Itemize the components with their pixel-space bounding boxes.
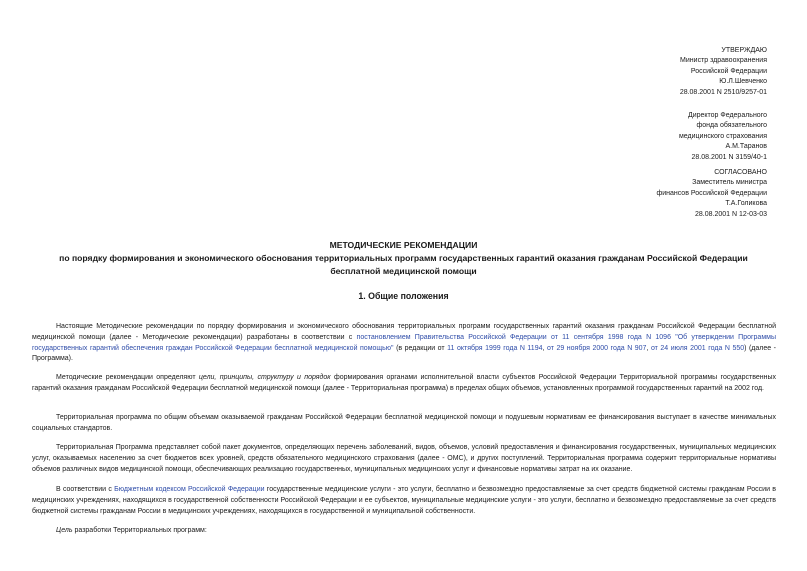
paragraph-text: (в редакции от xyxy=(393,344,448,352)
budget-code-link[interactable]: Бюджетным кодексом Российской Федерации xyxy=(114,486,265,493)
approval-line: Ю.Л.Шевченко xyxy=(719,78,767,86)
amendment-link[interactable]: 11 октября 1999 года N 1194 xyxy=(447,344,543,352)
approval-line: Директор Федерального xyxy=(687,112,767,119)
document-title xyxy=(0,239,807,278)
approval-line: Министр здравоохранения xyxy=(680,57,767,65)
paragraph-text: Методические рекомендации определяют xyxy=(56,374,199,381)
approval-line: 28.08.2001 N 3159/40-1 xyxy=(691,153,767,161)
approval-line: УТВЕРЖДАЮ xyxy=(721,47,767,54)
paragraph xyxy=(32,485,776,517)
paragraph: Территориальная Программа представляет собой пакет документов, определяющих перечень заболеваний, видов, объемов, условий предоставления и финансирования государственных, муниципальных медицинских услуг, оказываемых населению за счет бюджетов всех уровней, средств обязательного медицинского страхования (далее - ОМС), и других поступлений. Территориальная программа содержит территориальные нормативы объемов различных видов медицинской помощи, обеспечивающих реализацию государственных, муниципальных медицинских услуг и финансовые нормативы затрат на их оказание. xyxy=(32,444,776,473)
document-title-line: МЕТОДИЧЕСКИЕ РЕКОМЕНДАЦИИ xyxy=(329,240,478,250)
paragraph: Территориальная программа по общим объемам оказываемой гражданам Российской Федерации бесплатной медицинской помощи и подушевым нормативам ее финансирования выступает в качестве минимальных социальных стандартов. xyxy=(32,414,776,432)
approval-line: 28.08.2001 N 2510/9257-01 xyxy=(679,88,767,96)
approval-line: СОГЛАСОВАНО xyxy=(714,169,767,176)
paragraph-text: ) (далее - Программа). xyxy=(32,344,777,363)
approval-line: финансов Российской Федерации xyxy=(656,189,767,197)
approval-block-minister-health xyxy=(680,46,767,98)
approval-line: 28.08.2001 N 12-03-03 xyxy=(695,210,767,218)
emphasis-text: цели, принципы, структуру и порядок xyxy=(198,374,331,381)
approval-block-deputy-finance xyxy=(656,168,767,220)
approval-line: медицинского страхования xyxy=(678,132,767,140)
approval-line: Т.А.Голикова xyxy=(725,200,767,208)
paragraph-text: формирования органами исполнительной власти субъектов Российской Федерации Территориальной программы государственных гарантий оказания гражданам Российской Федерации бесплатной медицинской помощи (далее - Территориальная программа) в пределах общих объемов, установленных программой государственных гарантий на 2002 год. xyxy=(32,374,776,392)
amendment-link[interactable]: от 24 июля 2001 года N 550 xyxy=(650,344,745,352)
paragraph xyxy=(32,322,776,365)
approval-line: Российской Федерации xyxy=(690,67,767,75)
approval-block-foms-director xyxy=(679,111,767,163)
document-subtitle-line: бесплатной медицинской помощи xyxy=(330,266,477,276)
approval-line: Заместитель министра xyxy=(692,179,767,187)
section-heading: 1. Общие положения xyxy=(358,291,449,301)
amendment-link[interactable]: от 29 ноября 2000 года N 907 xyxy=(546,344,647,352)
approval-line: фонда обязательного xyxy=(696,122,767,130)
paragraph-text: В соответствии с xyxy=(56,486,115,493)
paragraph-text: , xyxy=(646,344,651,352)
paragraph-text: Настоящие Методические рекомендации по порядку формирования и экономического обоснования территориальных программ государственных гарантий оказания гражданам Российской Федерации бесплатной медицинской помощи (далее - Методические рекомендации) разработаны в соответствии с xyxy=(32,323,776,341)
paragraph-text: , xyxy=(542,344,547,352)
paragraph-text: государственные медицинские услуги - это услуги, бесплатно и безвозмездно предоставляемые за счет средств бюджетной системы гражданам России в медицинских учреждениях, находящихся в государственной собственности Российской Федерации и ее субъектов, муниципальные медицинские услуги - это услуги, бесплатно и безвозмездно предоставляемые за счет средств бюджетной системы гражданам России в медицинских учреждениях, находящихся в государственной и муниципальной собственности. xyxy=(32,486,776,515)
paragraph-text: разработки Территориальных программ: xyxy=(72,527,207,534)
document-subtitle-line: по порядку формирования и экономического обоснования территориальных программ государственных гарантий оказания гражданам Российской Федерации xyxy=(59,253,748,263)
paragraph xyxy=(32,373,776,395)
approval-line: А.М.Таранов xyxy=(725,143,767,151)
paragraph xyxy=(32,526,776,537)
emphasis-text: Цель xyxy=(56,527,73,534)
resolution-link[interactable]: постановлением Правительства Российской Федерации от 11 сентября 1998 года N 1096 "Об утверждении Программы государственных гарантий обеспечения граждан Российской Федерации бесплатной медицинской помощью" xyxy=(32,333,776,352)
